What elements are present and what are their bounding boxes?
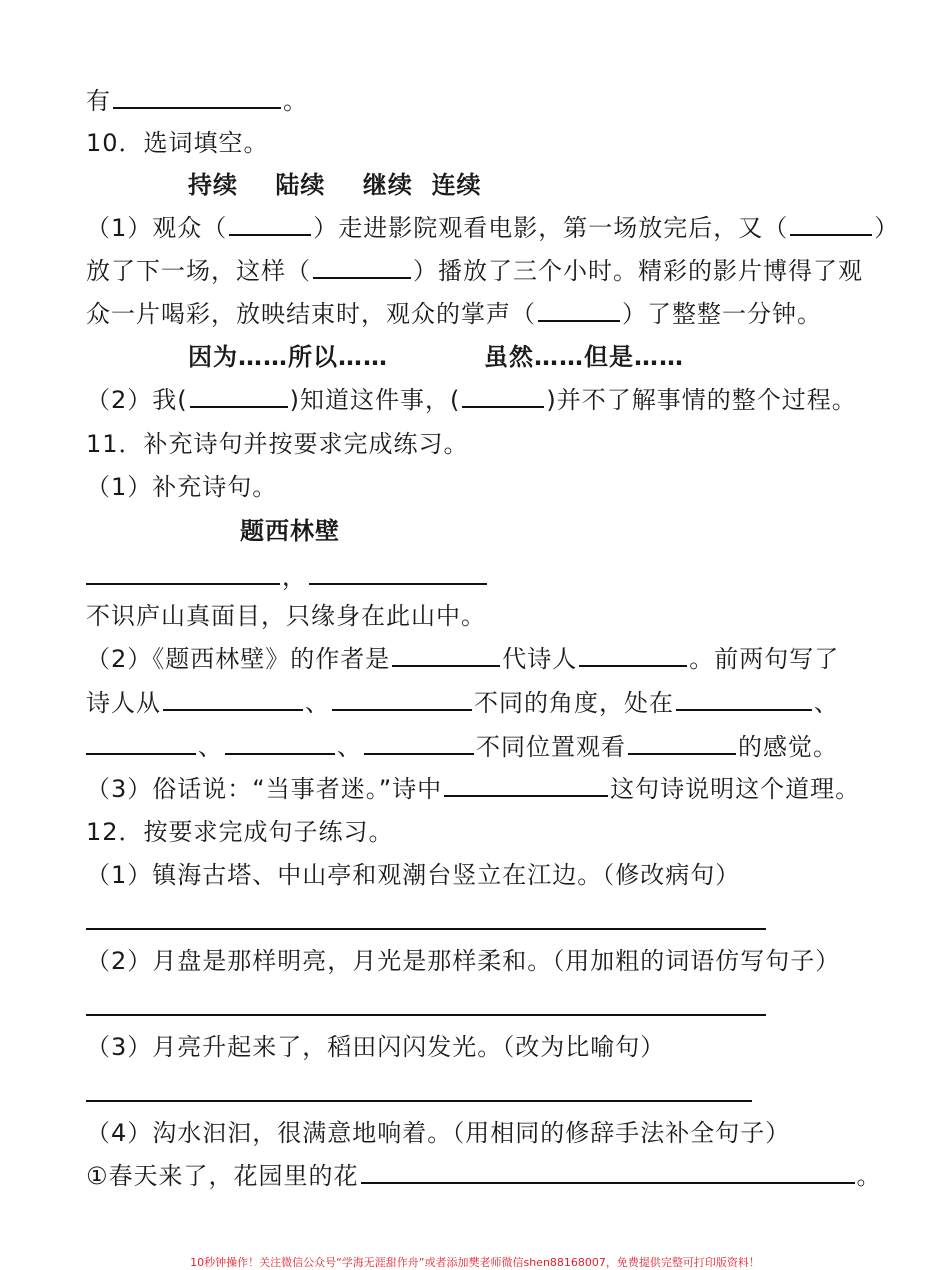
word-option: 连续 [431,171,482,199]
q10-p2 [86,383,857,417]
word-option: 陆续 [275,171,326,199]
text-seg: ）走进影院观看电影，第一场放完后，又（ [313,214,789,242]
blank[interactable] [163,687,303,711]
blank[interactable] [579,643,687,667]
q11-sub3 [86,772,860,806]
blank[interactable] [444,773,608,797]
blank[interactable] [462,384,544,408]
text-seg: ） [874,214,900,242]
q11-sub1: （1）补充诗句。 [86,473,278,501]
q12-s4: （4）沟水汩汩，很满意地响着。（用相同的修辞手法补全句子） [86,1119,791,1147]
poem-line2: 不识庐山真面目，只缘身在此山中。 [86,602,486,630]
text-seg: 、 [198,733,223,761]
q11-title: 11．补充诗句并按要求完成练习。 [86,430,469,458]
text-seg: （3）俗话说：“当事者迷。”诗中 [86,775,443,803]
text-seg: ）了整整一分钟。 [622,300,822,328]
text-seg: )并不了解事情的整个过程。 [546,386,857,414]
text-seg: ， [282,563,307,591]
q12-s2: （2）月盘是那样明亮，月光是那样柔和。（用加粗的词语仿写句子） [86,947,841,975]
q10-p1-line1 [86,211,899,245]
text-seg: 的感觉。 [738,733,838,761]
blank[interactable] [190,384,288,408]
text-seg: 众一片喝彩，放映结束时，观众的掌声（ [86,300,536,328]
text-seg: 、 [814,689,839,717]
text-seg: 放了下一场，这样（ [86,257,311,285]
footer-note: 10秒钟操作！关注微信公众号“学海无涯甜作舟”或者添加樊老师微信shen88168007，免费提供完整可打印版资料！ [190,1256,760,1269]
text-seg: （2）我( [86,386,188,414]
q12-s3: （3）月亮升起来了，稻田闪闪发光。（改为比喻句） [86,1033,666,1061]
blank[interactable] [309,561,487,585]
blank[interactable] [676,687,812,711]
word-option: 因为……所以…… [188,343,388,371]
word-option: 持续 [188,171,238,199]
prev-answer-line [86,84,308,118]
text-seg: 这句诗说明这个道理。 [610,775,861,803]
q11-sub2-line2 [86,686,839,720]
blank[interactable] [86,561,280,585]
blank[interactable] [86,731,196,755]
q12-title: 12．按要求完成句子练习。 [86,818,394,846]
prev-suffix: 。 [283,87,308,115]
text-seg: （2）《题西林壁》的作者是 [86,645,391,673]
blank[interactable] [392,643,500,667]
q10-p1-line3 [86,297,822,331]
blank[interactable] [628,731,736,755]
blank[interactable] [229,212,311,236]
text-seg: （1）观众（ [86,214,228,242]
text-seg: 不同位置观看 [476,733,626,761]
answer-line-1[interactable] [86,928,766,930]
blank[interactable] [790,212,872,236]
prev-prefix: 有 [86,87,111,115]
blank[interactable] [113,85,281,109]
poem-line1-blanks [86,560,489,594]
blank[interactable] [313,255,411,279]
text-seg: 不同的角度，处在 [474,689,674,717]
blank[interactable] [361,1160,855,1184]
blank[interactable] [364,731,474,755]
q10-word-options-2b [484,340,684,374]
q11-sub2-line3 [86,730,838,764]
q11-sub2-line1 [86,642,839,676]
poem-title: 题西林壁 [240,517,340,545]
text-seg: 、 [337,733,362,761]
q12-s1: （1）镇海古塔、中山亭和观潮台竖立在江边。（修改病句） [86,861,741,889]
text-seg: 。前两句写了 [689,645,840,673]
word-option: 虽然……但是…… [484,343,684,371]
text-seg: ）播放了三个小时。精彩的影片博得了观 [413,257,863,285]
text-seg: )知道这件事，( [289,386,461,414]
q10-p1-line2 [86,254,863,288]
blank[interactable] [225,731,335,755]
answer-line-3[interactable] [86,1100,752,1102]
answer-line-2[interactable] [86,1014,766,1016]
q10-title: 10．选词填空。 [86,129,269,157]
text-seg: ①春天来了，花园里的花 [86,1162,359,1190]
text-seg: 、 [305,689,330,717]
word-option: 继续 [362,171,413,199]
text-seg: 。 [856,1162,882,1190]
blank[interactable] [332,687,472,711]
text-seg: 诗人从 [86,689,161,717]
q10-word-options-1 [188,168,482,202]
text-seg: 代诗人 [502,645,578,673]
blank[interactable] [538,298,620,322]
q10-word-options-2 [188,340,388,374]
q12-s4a [86,1159,882,1193]
